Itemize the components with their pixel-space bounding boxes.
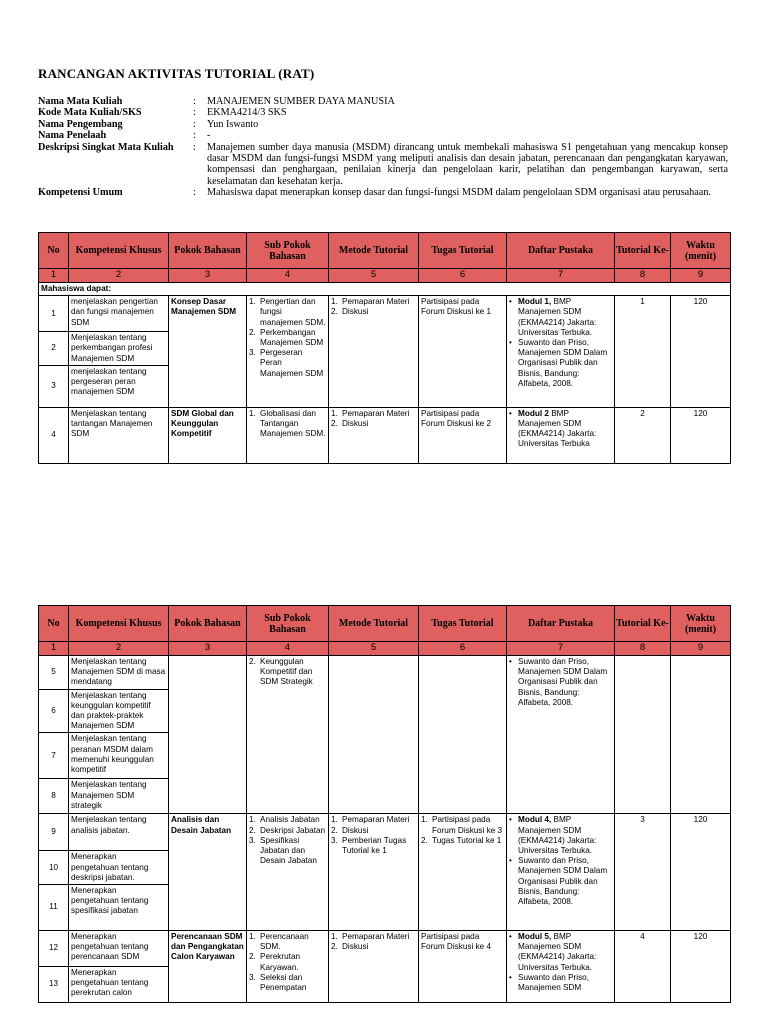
header-cell: Daftar Pustaka [507, 233, 615, 269]
column-number: 4 [247, 269, 329, 283]
list-item [249, 815, 326, 825]
list-number: 2. [331, 419, 338, 429]
kompetensi-khusus: Menjelaskan tentang Manajemen SDM di masa mendatang [69, 656, 169, 690]
intro-row [39, 283, 731, 296]
meta-row-developer [38, 119, 728, 130]
column-number: 3 [169, 642, 247, 656]
list-text: Partisipasi pada Forum Diskusi ke 3 [432, 815, 503, 835]
meta-colon: : [193, 118, 196, 130]
list-number: 2. [331, 825, 338, 835]
list-item [331, 815, 416, 825]
meta-value: - [207, 130, 211, 142]
list-item [249, 952, 326, 972]
column-number: 7 [507, 642, 615, 656]
sub-pokok-bahasan [247, 656, 329, 814]
meta-value: MANAJEMEN SUMBER DAYA MANUSIA [207, 96, 395, 107]
column-number: 1 [39, 269, 69, 283]
metode-tutorial [329, 931, 419, 1003]
module-ref: Modul 2 [518, 408, 549, 418]
column-number: 8 [615, 642, 671, 656]
list-number: 1. [249, 297, 256, 307]
tutorial-ke: 2 [615, 407, 671, 463]
header-cell: No [39, 606, 69, 642]
list-item [331, 826, 416, 836]
rat-table-page-2 [38, 605, 731, 1003]
table-row [39, 814, 731, 851]
list-item [509, 657, 612, 708]
sub-pokok-bahasan [247, 407, 329, 463]
table-row [39, 931, 731, 967]
course-metadata [38, 96, 728, 199]
list-number: 1. [331, 815, 338, 825]
header-cell: Sub Pokok Bahasan [247, 233, 329, 269]
list-number: 1. [421, 815, 428, 825]
meta-label: Nama Pengembang [38, 118, 123, 130]
bullet-icon: • [509, 338, 512, 348]
header-row [39, 606, 731, 642]
list-item [249, 348, 326, 379]
meta-label: Kompetensi Umum [38, 187, 123, 199]
list-number: 1. [331, 932, 338, 942]
list-number: 2. [331, 942, 338, 952]
list-text: Pemaparan Materi [342, 408, 410, 418]
daftar-pustaka [507, 296, 615, 408]
column-number: 6 [419, 642, 507, 656]
metode-tutorial-empty [329, 656, 419, 814]
list-number: 2. [249, 657, 256, 666]
kompetensi-khusus: menjelaskan tentang pergeseran peran manajemen SDM [69, 365, 169, 407]
list-item [249, 409, 326, 440]
daftar-pustaka [507, 931, 615, 1003]
sub-pokok-bahasan [247, 814, 329, 931]
list-text: Globalisasi dan Tantangan Manajemen SDM. [260, 408, 326, 439]
rat-table-page-1 [38, 232, 731, 464]
header-cell: Kompetensi Khusus [69, 606, 169, 642]
column-number: 9 [671, 642, 731, 656]
meta-colon: : [193, 141, 196, 153]
row-number: 10 [39, 851, 69, 885]
list-text: Pemberian Tugas Tutorial ke 1 [342, 835, 407, 856]
list-number: 1. [249, 815, 256, 825]
tugas-tutorial: Partisipasi pada Forum Diskusi ke 2 [419, 407, 507, 463]
column-number: 2 [69, 642, 169, 656]
meta-row-description [38, 142, 728, 188]
table-row [39, 407, 731, 463]
waktu: 120 [671, 814, 731, 931]
column-number: 1 [39, 642, 69, 656]
tutorial-ke: 1 [615, 296, 671, 408]
column-number: 2 [69, 269, 169, 283]
column-number-row [39, 269, 731, 283]
list-text: Suwanto dan Priso, Manajemen SDM [518, 972, 590, 993]
list-text: Pemaparan Materi [342, 815, 410, 825]
list-item [509, 815, 612, 856]
header-cell: Pokok Bahasan [169, 606, 247, 642]
meta-label: Nama Penelaah [38, 130, 107, 142]
list-text: Diskusi [342, 942, 369, 952]
list-text: Perekrutan Karyawan. [260, 952, 301, 972]
column-number: 5 [329, 269, 419, 283]
list-number: 2. [249, 327, 256, 337]
list-number: 2. [249, 825, 256, 835]
tutorial-ke: 3 [615, 814, 671, 931]
list-text: Pemaparan Materi [342, 297, 410, 307]
kompetensi-khusus: Menjelaskan tentang perkembangan profesi Manajemen SDM [69, 332, 169, 366]
list-item [421, 836, 504, 846]
bullet-icon: • [509, 932, 512, 942]
list-text: BMP Manajemen SDM (EKMA4214) Jakarta: Universitas Terbuka. [518, 297, 597, 337]
header-cell: Tugas Tutorial [419, 233, 507, 269]
list-item [331, 419, 416, 429]
header-cell: Tutorial Ke- [615, 606, 671, 642]
row-number: 1 [39, 296, 69, 332]
waktu-empty [671, 656, 731, 814]
sub-pokok-bahasan [247, 931, 329, 1003]
waktu: 120 [671, 296, 731, 408]
list-item [249, 826, 326, 836]
pokok-bahasan: Perencanaan SDM dan Pengangkatan Calon Karyawan [169, 931, 247, 1003]
list-text: Diskusi [342, 307, 369, 317]
kompetensi-khusus: Menerapkan pengetahuan tentang perencanaan SDM [69, 931, 169, 967]
list-text: Pergeseran Peran Manajemen SDM [260, 348, 324, 378]
kompetensi-khusus: Menjelaskan tentang peranan MSDM dalam memenuhi keunggulan kompetitif [69, 733, 169, 779]
list-number: 1. [331, 408, 338, 418]
list-text: Suwanto dan Priso, Manajemen SDM Dalam Organisasi Publik dan Bisnis, Bandung: Alfabeta, 2008. [518, 338, 608, 388]
list-item [331, 932, 416, 942]
meta-row-reviewer [38, 130, 728, 141]
row-number: 4 [39, 407, 69, 463]
list-text: Perencanaan SDM. [260, 932, 309, 952]
meta-value: Mahasiswa dapat menerapkan konsep dasar dan fungsi-fungsi MSDM dalam pengelolaan SDM organisasi atau perusahaan. [207, 187, 711, 199]
list-item [331, 942, 416, 952]
list-number: 2. [249, 952, 256, 962]
table-row [39, 656, 731, 690]
list-item [331, 297, 416, 307]
column-number: 7 [507, 269, 615, 283]
list-item [249, 973, 326, 993]
list-item [331, 409, 416, 419]
list-item [249, 657, 326, 688]
meta-label: Deskripsi Singkat Mata Kuliah [38, 141, 174, 153]
header-cell: No [39, 233, 69, 269]
list-item [509, 973, 612, 993]
list-text: BMP Manajemen SDM (EKMA4214) Jakarta: Universitas Terbuka. [518, 815, 597, 856]
list-number: 3. [249, 348, 256, 358]
list-item [249, 297, 326, 328]
list-item [421, 815, 504, 835]
row-number: 5 [39, 656, 69, 690]
header-cell: Waktu (menit) [671, 233, 731, 269]
table-row [39, 296, 731, 332]
kompetensi-khusus: Menjelaskan tentang Manajemen SDM strategik [69, 779, 169, 814]
tugas-tutorial: Partisipasi pada Forum Diskusi ke 1 [419, 296, 507, 408]
module-ref: Modul 1, [518, 297, 552, 307]
list-text: Diskusi [342, 419, 369, 429]
bullet-icon: • [509, 297, 512, 307]
list-item [509, 338, 612, 389]
list-number: 3. [331, 835, 338, 845]
document-title: RANCANGAN AKTIVITAS TUTORIAL (RAT) [38, 66, 315, 81]
pokok-bahasan: SDM Global dan Keunggulan Kompetitif [169, 407, 247, 463]
header-cell: Tutorial Ke- [615, 233, 671, 269]
list-text: Diskusi [342, 825, 369, 835]
waktu: 120 [671, 931, 731, 1003]
list-text: Suwanto dan Priso, Manajemen SDM Dalam Organisasi Publik dan Bisnis, Bandung: Alfabeta, 2008. [518, 856, 608, 907]
row-number: 9 [39, 814, 69, 851]
metode-tutorial [329, 407, 419, 463]
meta-label: Nama Mata Kuliah [38, 96, 123, 107]
tugas-tutorial: Partisipasi pada Forum Diskusi ke 4 [419, 931, 507, 1003]
header-cell: Metode Tutorial [329, 233, 419, 269]
tutorial-ke-empty [615, 656, 671, 814]
list-text: Keunggulan Kompetitif dan SDM Strategik [260, 657, 313, 687]
column-number: 3 [169, 269, 247, 283]
pokok-bahasan: Konsep Dasar Manajemen SDM [169, 296, 247, 408]
list-text: Suwanto dan Priso, Manajemen SDM Dalam Organisasi Publik dan Bisnis, Bandung: Alfabeta, 2008. [518, 657, 608, 707]
list-text: Tugas Tutorial ke 1 [432, 835, 502, 845]
module-ref: Modul 4, [518, 815, 552, 825]
intro-cell: Mahasiswa dapat: [39, 283, 731, 296]
daftar-pustaka [507, 814, 615, 931]
row-number: 8 [39, 779, 69, 814]
module-ref: Modul 5, [518, 932, 552, 942]
list-number: 2. [421, 835, 428, 845]
list-text: Pengertian dan fungsi manajemen SDM. [260, 297, 326, 327]
kompetensi-khusus: Menjelaskan tentang keunggulan kompetitif dan praktek-praktek Manajemen SDM [69, 689, 169, 733]
header-cell: Tugas Tutorial [419, 606, 507, 642]
list-text: Deskripsi Jabatan [260, 825, 326, 835]
list-number: 3. [249, 972, 256, 982]
kompetensi-khusus: Menerapkan pengetahuan tentang perekrutan calon [69, 967, 169, 1003]
list-number: 3. [249, 835, 256, 845]
bullet-icon: • [509, 408, 512, 418]
kompetensi-khusus: menjelaskan pengertian dan fungsi manajemen SDM [69, 296, 169, 332]
list-item [509, 856, 612, 907]
list-item [509, 932, 612, 973]
list-text: Spesifikasi Jabatan dan Desain Jabatan [260, 835, 317, 866]
meta-value: Yun Iswanto [207, 118, 259, 130]
list-item [331, 836, 416, 856]
meta-row-course-code [38, 107, 728, 118]
row-number: 7 [39, 733, 69, 779]
list-item [249, 836, 326, 867]
meta-colon: : [193, 107, 196, 119]
list-item [249, 328, 326, 348]
tugas-tutorial [419, 814, 507, 931]
list-text: Seleksi dan Penempatan [260, 972, 307, 993]
list-number: 2. [331, 307, 338, 317]
row-number: 3 [39, 365, 69, 407]
tutorial-ke: 4 [615, 931, 671, 1003]
list-text: Pemaparan Materi [342, 932, 410, 942]
meta-colon: : [193, 130, 196, 142]
daftar-pustaka [507, 656, 615, 814]
metode-tutorial [329, 814, 419, 931]
row-number: 12 [39, 931, 69, 967]
meta-colon: : [193, 187, 196, 199]
kompetensi-khusus: Menjelaskan tentang analisis jabatan. [69, 814, 169, 851]
column-number: 9 [671, 269, 731, 283]
column-number-row [39, 642, 731, 656]
header-cell: Pokok Bahasan [169, 233, 247, 269]
meta-label: Kode Mata Kuliah/SKS [38, 107, 142, 119]
bullet-icon: • [509, 815, 512, 825]
bullet-icon: • [509, 972, 512, 982]
bullet-icon: • [509, 856, 512, 866]
list-item [249, 932, 326, 952]
list-text: BMP Manajemen SDM (EKMA4214) Jakarta: Universitas Terbuka [518, 408, 597, 449]
list-item [509, 409, 612, 450]
meta-value: EKMA4214/3 SKS [207, 107, 287, 119]
header-row [39, 233, 731, 269]
list-text: Perkembangan Manajemen SDM [260, 327, 324, 348]
pokok-bahasan: Analisis dan Desain Jabatan [169, 814, 247, 931]
kompetensi-khusus: Menjelaskan tentang tantangan Manajemen SDM [69, 407, 169, 463]
row-number: 13 [39, 967, 69, 1003]
meta-value: Manajemen sumber daya manusia (MSDM) dirancang untuk membekali mahasiswa S1 pengetahuan yang mencakup konsep dasar MSDM dan fungsi-fungsi MSDM yang meliputi analisis dan desain jabatan, perencanaan dan pengangkatan karyawan, kompensasi dan penghargaan, penilaian kinerja dan pengelolaan karir, pelatihan dan pengembangan karyawan, serta keselamatan dan kesehatan kerja. [207, 141, 728, 187]
meta-row-general-competency [38, 187, 728, 198]
list-number: 1. [249, 408, 256, 418]
tugas-tutorial-empty [419, 656, 507, 814]
list-number: 1. [249, 932, 256, 942]
column-number: 5 [329, 642, 419, 656]
pokok-bahasan-empty [169, 656, 247, 814]
column-number: 8 [615, 269, 671, 283]
row-number: 2 [39, 332, 69, 366]
daftar-pustaka [507, 407, 615, 463]
bullet-icon: • [509, 657, 512, 666]
list-text: BMP Manajemen SDM (EKMA4214) Jakarta: Universitas Terbuka. [518, 932, 597, 972]
meta-row-course-name [38, 96, 728, 107]
metode-tutorial [329, 296, 419, 408]
row-number: 6 [39, 689, 69, 733]
list-item [331, 307, 416, 317]
row-number: 11 [39, 885, 69, 931]
header-cell: Daftar Pustaka [507, 606, 615, 642]
header-cell: Kompetensi Khusus [69, 233, 169, 269]
sub-pokok-bahasan [247, 296, 329, 408]
column-number: 4 [247, 642, 329, 656]
list-text: Analisis Jabatan [260, 815, 320, 825]
column-number: 6 [419, 269, 507, 283]
kompetensi-khusus: Menerapkan pengetahuan tentang deskripsi jabatan. [69, 851, 169, 885]
meta-colon: : [193, 96, 196, 107]
list-number: 1. [331, 297, 338, 307]
kompetensi-khusus: Menerapkan pengetahuan tentang spesifikasi jabatan [69, 885, 169, 931]
waktu: 120 [671, 407, 731, 463]
header-cell: Sub Pokok Bahasan [247, 606, 329, 642]
list-item [509, 297, 612, 338]
header-cell: Waktu (menit) [671, 606, 731, 642]
header-cell: Metode Tutorial [329, 606, 419, 642]
